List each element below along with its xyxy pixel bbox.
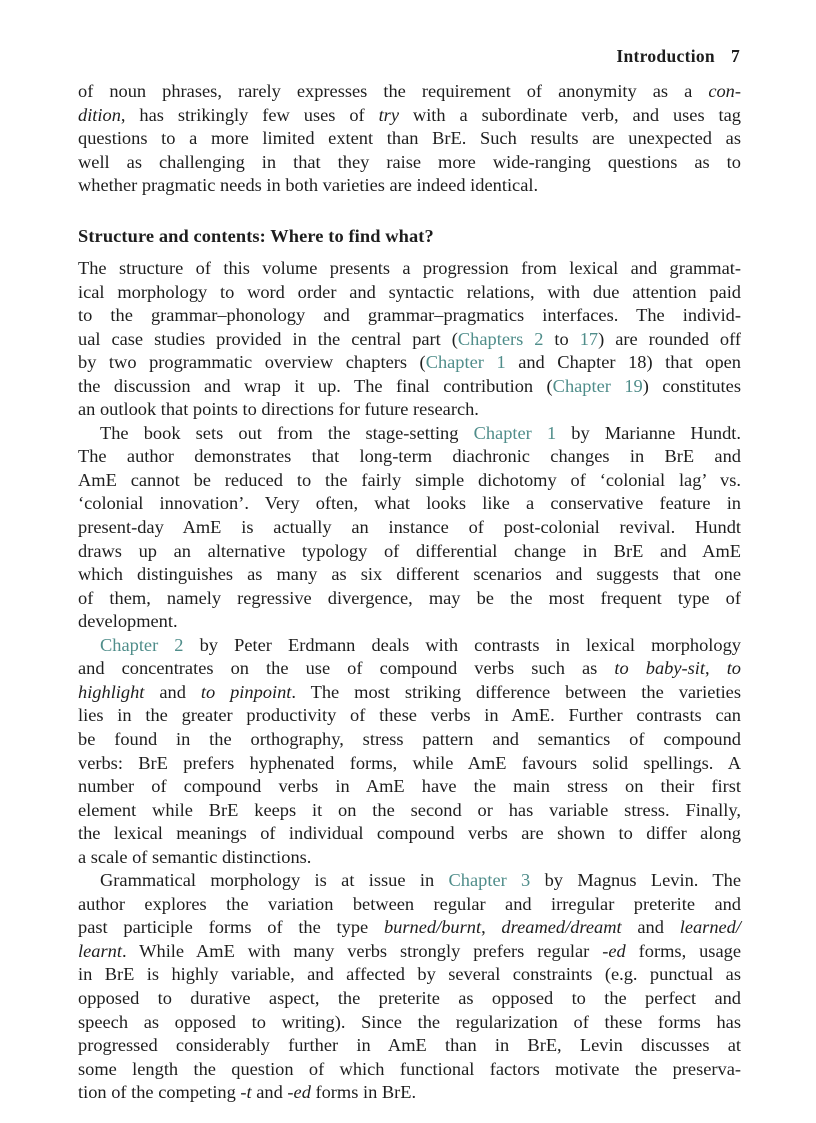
text-line: and concentrates on the use of compound verbs such as to baby-sit, to: [78, 658, 741, 679]
text-line: to the grammar–phonology and grammar–pragmatics interfaces. The individ-: [78, 305, 741, 326]
chapter-17-link[interactable]: 17: [579, 328, 599, 349]
text-line: Grammatical morphology is at issue in Chapter 3 by Magnus Levin. The: [100, 870, 741, 891]
chapter-2-link[interactable]: Chapters 2: [457, 328, 544, 349]
text-line: draws up an alternative typology of differential change in BrE and AmE: [78, 540, 741, 561]
text-line: Chapter 2 by Peter Erdmann deals with contrasts in lexical morphology: [100, 634, 742, 655]
text-line: author explores the variation between regular and irregular preterite and: [78, 893, 741, 914]
text-line: the discussion and wrap it up. The final contribution (Chapter 19) constitutes: [78, 375, 741, 396]
text-line: speech as opposed to writing). Since the regularization of these forms has: [78, 1011, 741, 1032]
text-line: of them, namely regressive divergence, may be the most frequent type of: [78, 587, 741, 608]
paragraph-chapter-2: [78, 634, 741, 869]
chapter-2-link[interactable]: Chapter 2: [100, 634, 184, 655]
text-line: in BrE is highly variable, and affected by several constraints (e.g. punctual as: [78, 964, 741, 985]
paragraph-continuation: [78, 80, 741, 198]
text-line: The author demonstrates that long-term diachronic changes in BrE and: [78, 446, 741, 467]
text-line: be found in the orthography, stress pattern and semantics of compound: [78, 728, 741, 749]
page-number: 7: [730, 46, 740, 66]
text-line: progressed considerably further in AmE than in BrE, Levin discusses at: [78, 1035, 741, 1056]
text-line: tion of the competing -t and -ed forms in BrE.: [78, 1082, 417, 1103]
text-line: whether pragmatic needs in both varieties are indeed identical.: [78, 175, 539, 196]
text-line: present-day AmE is actually an instance of post-colonial revival. Hundt: [78, 517, 741, 538]
section-heading: Structure and contents: Where to find what?: [78, 226, 434, 246]
paragraph-chapter-1: [78, 422, 741, 634]
text-line: verbs: BrE prefers hyphenated forms, while AmE favours solid spellings. A: [78, 752, 741, 773]
chapter-1-link[interactable]: Chapter 1: [425, 352, 506, 373]
running-head-title: Introduction: [616, 46, 715, 66]
text-line: ical morphology to word order and syntactic relations, with due attention paid: [78, 281, 741, 302]
text-line: which distinguishes as many as six different scenarios and suggests that one: [78, 564, 741, 585]
text-line: The structure of this volume presents a progression from lexical and grammat-: [78, 258, 741, 278]
text-line: the lexical meanings of individual compound verbs are shown to differ along: [78, 823, 741, 844]
text-line: dition, has strikingly few uses of try with a subordinate verb, and uses tag: [78, 104, 741, 125]
text-line: opposed to durative aspect, the preterite as opposed to the perfect and: [78, 988, 741, 1009]
running-head: [616, 46, 740, 67]
text-line: ual case studies provided in the central part (Chapters 2 to 17) are rounded off: [78, 328, 741, 349]
chapter-3-link[interactable]: Chapter 3: [448, 870, 531, 891]
paragraph-chapter-3: [78, 869, 741, 1104]
text-line: The book sets out from the stage-setting Chapter 1 by Marianne Hundt.: [100, 422, 741, 443]
text-line: some length the question of which functional factors motivate the preserva-: [78, 1058, 741, 1079]
text-line: number of compound verbs in AmE have the main stress on their first: [78, 776, 741, 797]
text-line: past participle forms of the type burned/burnt, dreamed/dreamt and learned/: [78, 917, 741, 938]
text-line: an outlook that points to directions for future research.: [78, 399, 479, 420]
text-line: well as challenging in that they raise more wide-ranging questions as to: [78, 151, 741, 172]
text-line: element while BrE keeps it on the second or has variable stress. Finally,: [78, 799, 741, 820]
chapter-19-link[interactable]: Chapter 19: [552, 375, 643, 396]
text-line: highlight and to pinpoint. The most striking difference between the varieties: [78, 681, 741, 702]
text-line: by two programmatic overview chapters (Chapter 1 and Chapter 18) that open: [78, 352, 741, 373]
text-line: AmE cannot be reduced to the fairly simple dichotomy of ‘colonial lag’ vs.: [78, 469, 741, 490]
chapter-1-link[interactable]: Chapter 1: [473, 422, 557, 443]
text-line: ‘colonial innovation’. Very often, what looks like a conservative feature in: [78, 493, 741, 514]
paragraph-structure: [78, 257, 741, 422]
text-line: lies in the greater productivity of these verbs in AmE. Further contrasts can: [78, 705, 741, 726]
text-line: a scale of semantic distinctions.: [78, 846, 312, 867]
text-line: questions to a more limited extent than BrE. Such results are unexpected as: [78, 128, 741, 149]
text-line: of noun phrases, rarely expresses the requirement of anonymity as a con-: [78, 81, 741, 101]
text-line: development.: [78, 611, 178, 632]
text-line: learnt. While AmE with many verbs strongly prefers regular -ed forms, usage: [78, 940, 741, 961]
